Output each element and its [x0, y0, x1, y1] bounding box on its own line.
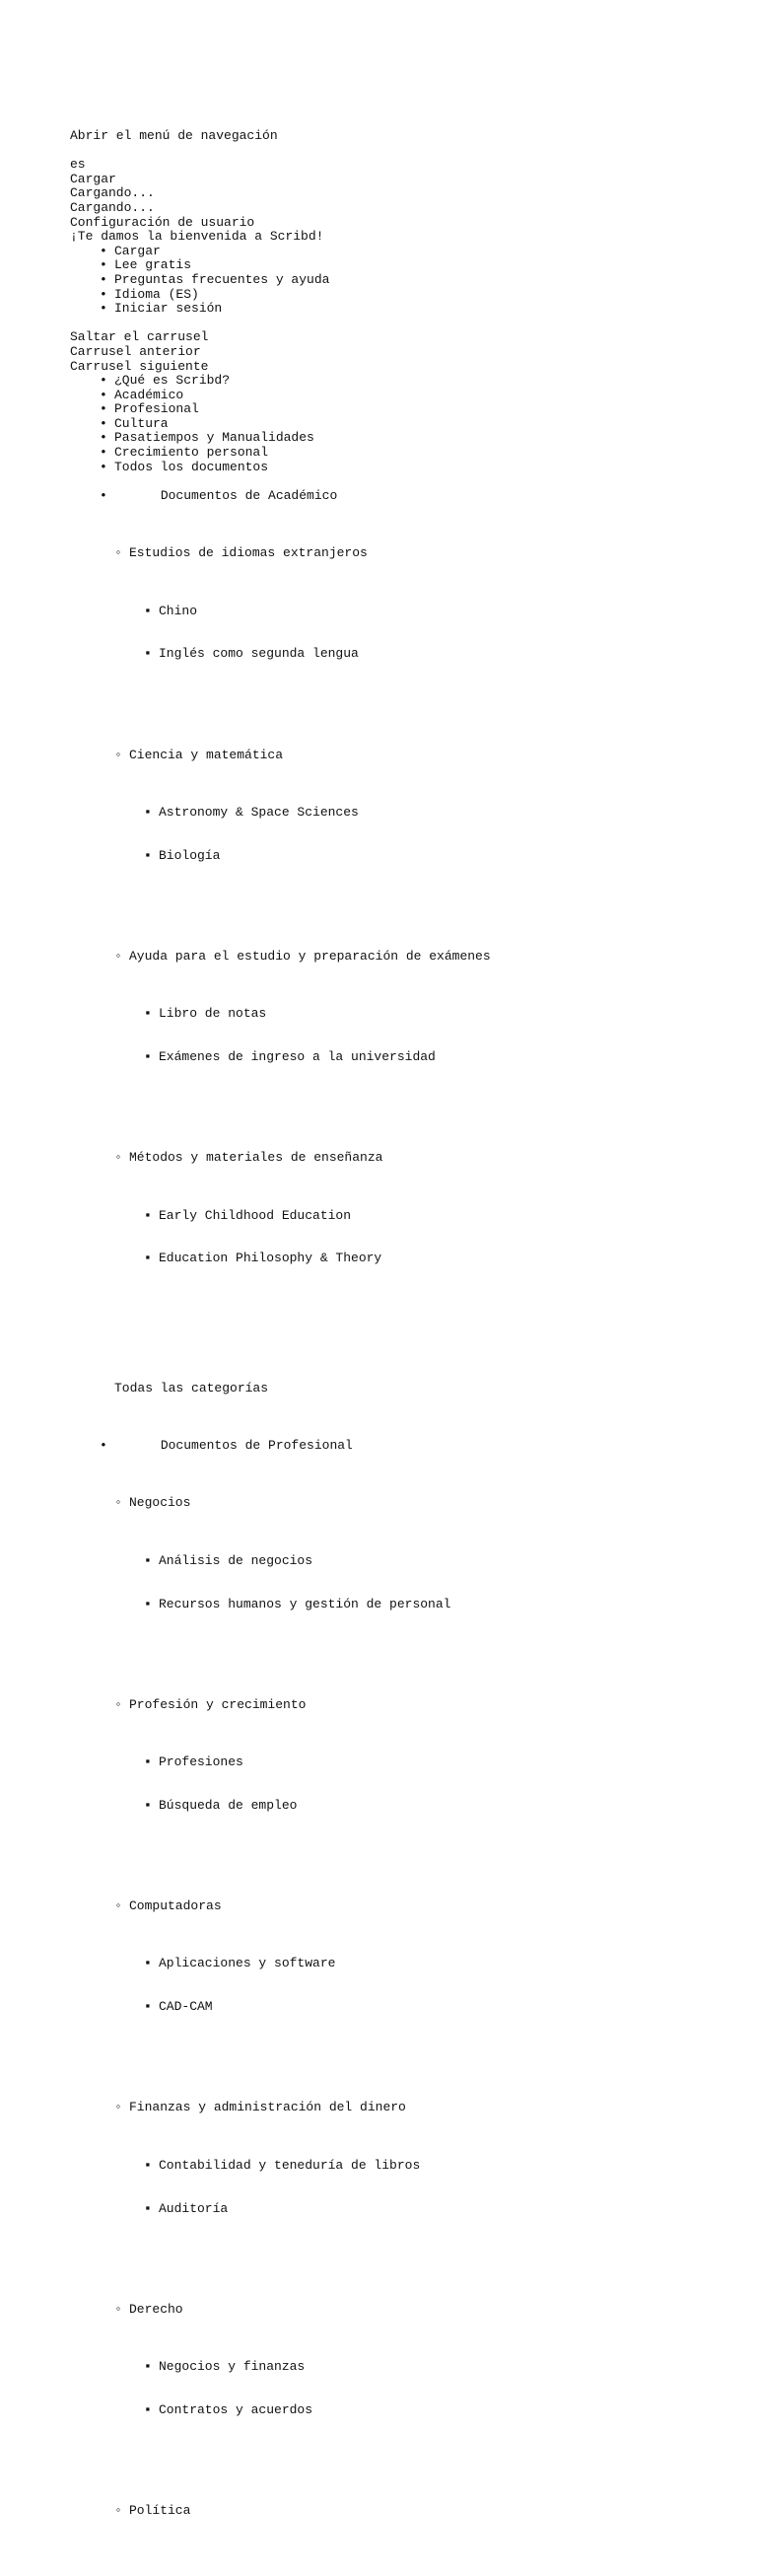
subcategory-item[interactable]: ▪ Aplicaciones y software	[144, 1956, 336, 1971]
subcategory-item[interactable]: ▪ Recursos humanos y gestión de personal	[144, 1596, 451, 1611]
bullet-square: ▪	[144, 1596, 152, 1611]
nav-item-culture[interactable]: • Cultura	[100, 415, 169, 431]
group-study-aids	[100, 950, 750, 1122]
subcategory-item[interactable]: ▪ Astronomy & Space Sciences	[144, 804, 359, 820]
bullet-disc: •	[100, 373, 107, 389]
subcategory-item[interactable]: ▪ Chino	[144, 603, 198, 618]
user-menu	[70, 245, 750, 317]
bullet-square: ▪	[144, 1251, 152, 1266]
group-link[interactable]: Política	[129, 2502, 191, 2518]
bullet-disc: •	[100, 415, 107, 431]
academic-documents-link[interactable]: Documentos de Académico	[160, 487, 338, 503]
user-menu-item-faq[interactable]: • Preguntas frecuentes y ayuda	[100, 271, 330, 287]
bullet-square: ▪	[144, 2359, 152, 2375]
group-career-growth	[100, 1698, 750, 1871]
bullet-circle: ◦	[114, 948, 122, 964]
bullet-disc: •	[100, 286, 107, 302]
professional-groups	[100, 1467, 750, 2547]
subcategory-item[interactable]: ▪ Education Philosophy & Theory	[144, 1251, 382, 1266]
bullet-circle: ◦	[114, 1495, 122, 1511]
subcategory-item[interactable]: ▪ Negocios y finanzas	[144, 2359, 306, 2375]
bullet-disc: •	[100, 430, 107, 446]
loading-text: Cargando...	[70, 185, 155, 201]
subcategory-list	[129, 1928, 750, 2043]
bullet-disc: •	[100, 257, 107, 273]
bullet-circle: ◦	[114, 747, 122, 762]
subcategory-item[interactable]: ▪ Exámenes de ingreso a la universidad	[144, 1049, 436, 1064]
subcategory-item[interactable]: ▪ Auditoría	[144, 2200, 229, 2216]
group-link[interactable]: Finanzas y administración del dinero	[129, 2100, 406, 2115]
carousel-next-button[interactable]: Carrusel siguiente	[70, 358, 209, 374]
upload-button[interactable]: Cargar	[70, 171, 116, 186]
group-link[interactable]: Derecho	[129, 2301, 183, 2317]
bullet-square: ▪	[144, 2200, 152, 2216]
group-finance	[100, 2101, 750, 2273]
bullet-square: ▪	[144, 603, 152, 618]
group-link[interactable]: Negocios	[129, 1495, 191, 1511]
bullet-square: ▪	[144, 1006, 152, 1022]
bullet-square: ▪	[144, 2157, 152, 2173]
bullet-disc: •	[100, 401, 107, 417]
user-settings-button[interactable]: Configuración de usuario	[70, 214, 255, 230]
welcome-text: ¡Te damos la bienvenida a Scribd!	[70, 229, 324, 245]
subcategory-list	[129, 978, 750, 1094]
subcategory-list	[129, 575, 750, 690]
user-menu-item-sign-in[interactable]: • Iniciar sesión	[100, 301, 223, 317]
open-nav-menu-button[interactable]: Abrir el menú de navegación	[70, 128, 278, 143]
bullet-circle: ◦	[114, 1150, 122, 1166]
bullet-disc: •	[100, 445, 107, 461]
subcategory-item[interactable]: ▪ Contratos y acuerdos	[144, 2401, 313, 2417]
bullet-disc: •	[100, 487, 107, 503]
all-categories-link[interactable]: Todas las categorías	[114, 1380, 269, 1395]
category-nav	[70, 374, 750, 2576]
bullet-disc: •	[100, 301, 107, 317]
bullet-square: ▪	[144, 847, 152, 863]
bullet-disc: •	[100, 387, 107, 402]
bullet-square: ▪	[144, 804, 152, 820]
nav-item-hobbies[interactable]: • Pasatiempos y Manualidades	[100, 430, 314, 446]
subcategory-item[interactable]: ▪ Contabilidad y teneduría de libros	[144, 2157, 421, 2173]
subcategory-item[interactable]: ▪ Inglés como segunda lengua	[144, 646, 359, 662]
subcategory-list	[129, 777, 750, 893]
bullet-circle: ◦	[114, 2502, 122, 2518]
language-selector[interactable]: es	[70, 157, 86, 173]
group-link[interactable]: Computadoras	[129, 1898, 222, 1914]
nav-item-all-documents[interactable]: • Todos los documentos	[100, 459, 269, 474]
user-menu-item-read-free[interactable]: • Lee gratis	[100, 257, 192, 273]
group-foreign-languages	[100, 546, 750, 719]
bullet-square: ▪	[144, 1207, 152, 1223]
loading-text: Cargando...	[70, 199, 155, 215]
academic-documents-section	[70, 474, 750, 1424]
page-content	[70, 129, 750, 2576]
bullet-disc: •	[100, 271, 107, 287]
group-teaching-methods	[100, 1151, 750, 1324]
subcategory-list	[129, 1526, 750, 1641]
bullet-square: ▪	[144, 1049, 152, 1064]
group-computers	[100, 1899, 750, 2072]
carousel-prev-button[interactable]: Carrusel anterior	[70, 343, 201, 359]
group-link[interactable]: Profesión y crecimiento	[129, 1696, 307, 1712]
bullet-circle: ◦	[114, 545, 122, 561]
nav-item-academic[interactable]: • Académico	[100, 387, 184, 402]
subcategory-item[interactable]: ▪ Early Childhood Education	[144, 1207, 352, 1223]
group-link[interactable]: Estudios de idiomas extranjeros	[129, 545, 368, 561]
subcategory-list	[129, 1727, 750, 1842]
subcategory-list	[129, 2331, 750, 2447]
group-link[interactable]: Métodos y materiales de enseñanza	[129, 1150, 383, 1166]
subcategory-item[interactable]: ▪ Búsqueda de empleo	[144, 1797, 298, 1813]
nav-item-personal-growth[interactable]: • Crecimiento personal	[100, 445, 269, 461]
nav-item-what-is-scribd[interactable]: • ¿Qué es Scribd?	[100, 373, 231, 389]
bullet-circle: ◦	[114, 2301, 122, 2317]
bullet-disc: •	[100, 1438, 107, 1454]
subcategory-item[interactable]: ▪ Libro de notas	[144, 1006, 267, 1022]
bullet-disc: •	[100, 243, 107, 258]
user-menu-item-upload[interactable]: • Cargar	[100, 243, 161, 258]
subcategory-list	[129, 2130, 750, 2246]
user-menu-item-language[interactable]: • Idioma (ES)	[100, 286, 199, 302]
skip-carousel-link[interactable]: Saltar el carrusel	[70, 329, 209, 345]
group-law	[100, 2303, 750, 2475]
bullet-square: ▪	[144, 1797, 152, 1813]
academic-groups	[100, 518, 750, 1352]
bullet-square: ▪	[144, 1754, 152, 1770]
group-link[interactable]: Ciencia y matemática	[129, 747, 284, 762]
professional-documents-section	[70, 1424, 750, 2576]
subcategory-list	[129, 1180, 750, 1295]
spacer	[70, 144, 750, 159]
subcategory-item[interactable]: ▪ Análisis de negocios	[144, 1552, 313, 1568]
bullet-disc: •	[100, 459, 107, 474]
spacer	[70, 317, 750, 331]
group-business	[100, 1496, 750, 1669]
subcategory-item[interactable]: ▪ Profesiones	[144, 1754, 243, 1770]
bullet-square: ▪	[144, 1956, 152, 1971]
group-politics	[100, 2504, 750, 2519]
group-science-math	[100, 749, 750, 921]
nav-item-professional[interactable]: • Profesional	[100, 401, 199, 417]
bullet-square: ▪	[144, 1552, 152, 1568]
bullet-circle: ◦	[114, 1696, 122, 1712]
bullet-circle: ◦	[114, 1898, 122, 1914]
bullet-square: ▪	[144, 646, 152, 662]
subcategory-item[interactable]: ▪ Biología	[144, 847, 221, 863]
bullet-square: ▪	[144, 1999, 152, 2015]
professional-documents-link[interactable]: Documentos de Profesional	[160, 1438, 353, 1454]
bullet-circle: ◦	[114, 2100, 122, 2115]
subcategory-item[interactable]: ▪ CAD-CAM	[144, 1999, 213, 2015]
bullet-square: ▪	[144, 2401, 152, 2417]
group-link[interactable]: Ayuda para el estudio y preparación de exámenes	[129, 948, 491, 964]
